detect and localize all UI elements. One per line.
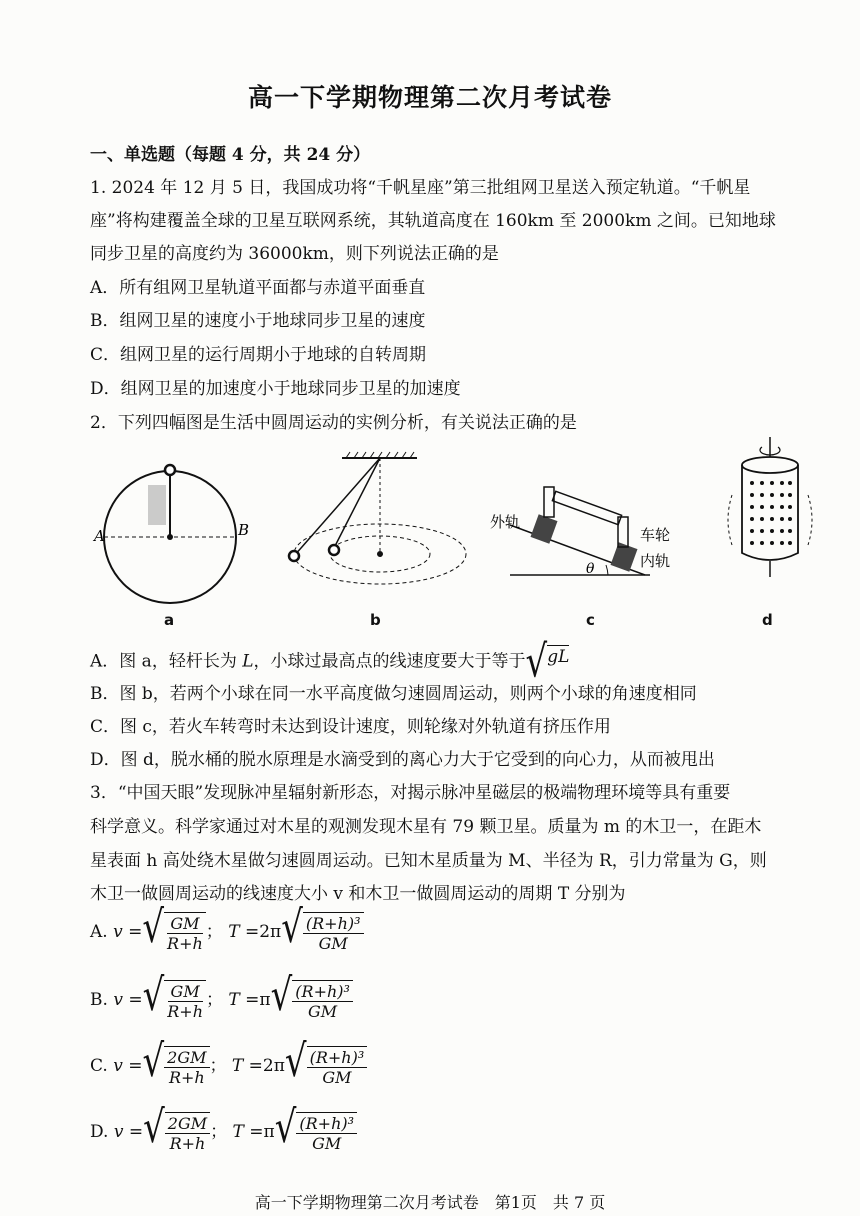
section-heading: 一、单选题（每题 4 分，共 24 分） — [90, 145, 371, 165]
q1-option-c: C．组网卫星的运行周期小于地球的自转周期 — [90, 345, 427, 365]
q1-line3: 同步卫星的高度约为 36000km，则下列说法正确的是 — [90, 244, 499, 264]
t-formula: √ $\frac{\text{(R+h)³}}{GM}$ — [271, 980, 353, 1021]
v-formula: √ $\frac{GM}{R+h}$ — [142, 912, 205, 953]
fig-label-d: d — [762, 611, 773, 629]
q1-line1: 1. 2024 年 12 月 5 日，我国成功将“千帆星座”第三批组网卫星送入预定轨道。“千帆星 — [90, 178, 751, 198]
q2-option-c: C．图 c，若火车转弯时未达到设计速度，则轮缘对外轨道有挤压作用 — [90, 717, 611, 737]
fig-c-wheel: 车轮 — [640, 526, 671, 544]
q2-option-b: B．图 b，若两个小球在同一水平高度做匀速圆周运动，则两个小球的角速度相同 — [90, 684, 697, 704]
q1-option-b: B．组网卫星的速度小于地球同步卫星的速度 — [90, 311, 426, 331]
q3-line1: 3．“中国天眼”发现脉冲星辐射新形态，对揭示脉冲星磁层的极端物理环境等具有重要 — [90, 783, 731, 803]
figure-b — [282, 450, 472, 600]
figure-d — [718, 435, 828, 585]
t-formula: √ $\frac{\text{(R+h)³}}{GM}$ — [285, 1046, 367, 1087]
fig-c-inner-rail: 内轨 — [640, 552, 671, 570]
q3-line3: 星表面 h 高处绕木星做匀速圆周运动。已知木星质量为 M、半径为 R，引力常量为 G，则 — [90, 851, 767, 871]
q2-option-d: D．图 d，脱水桶的脱水原理是水滴受到的离心力大于它受到的向心力，从而被甩出 — [90, 750, 715, 770]
q3-line4: 木卫一做圆周运动的线速度大小 v 和木卫一做圆周运动的周期 T 分别为 — [90, 884, 626, 904]
fig-a-label-B: B — [238, 521, 250, 539]
q3-option-b: B. v = √ $\frac{GM}{R+h}$ ； T =π √ $\frac{\text{(R+h)³}}{GM}$ — [90, 980, 353, 1021]
page-title: 高一下学期物理第二次月考试卷 — [247, 83, 612, 112]
q3-option-a: A. v = √ $\frac{GM}{R+h}$ ； T =2π √ $\frac{\text{(R+h)³}}{GM}$ — [90, 912, 364, 953]
q1-option-d: D．组网卫星的加速度小于地球同步卫星的加速度 — [90, 379, 461, 399]
page-footer: 高一下学期物理第二次月考试卷 第1页 共 7 页 — [254, 1193, 606, 1212]
q1-option-a: A．所有组网卫星轨道平面都与赤道平面垂直 — [90, 278, 426, 298]
t-formula: √ $\frac{\text{(R+h)³}}{GM}$ — [281, 912, 363, 953]
figure-c — [490, 465, 680, 590]
fig-label-b: b — [370, 611, 381, 629]
fig-label-c: c — [586, 611, 595, 629]
v-formula: √ $\frac{2GM}{R+h}$ — [143, 1112, 210, 1153]
fig-a-label-A: A — [94, 527, 105, 545]
v-formula: √ $\frac{GM}{R+h}$ — [143, 980, 206, 1021]
fig-c-outer-rail: 外轨 — [490, 513, 521, 531]
fig-c-theta: θ — [586, 561, 595, 577]
q1-line2: 座”将构建覆盖全球的卫星互联网系统，其轨道高度在 160km 至 2000km 之间。已知地球 — [90, 211, 776, 231]
q2-option-a: A．图 a，轻杆长为 L，小球过最高点的线速度要大于等于 √ gL — [90, 636, 570, 688]
figure-a — [90, 455, 260, 625]
fig-label-a: a — [164, 611, 175, 629]
q2-stem: 2．下列四幅图是生活中圆周运动的实例分析，有关说法正确的是 — [90, 413, 577, 433]
t-formula: √ $\frac{\text{(R+h)³}}{GM}$ — [275, 1112, 357, 1153]
q3-line2: 科学意义。科学家通过对木星的观测发现木星有 79 颗卫星。质量为 m 的木卫一，在距木 — [90, 817, 762, 837]
q3-option-d: D. v = √ $\frac{2GM}{R+h}$ ； T =π √ $\frac{\text{(R+h)³}}{GM}$ — [90, 1112, 357, 1153]
v-formula: √ $\frac{2GM}{R+h}$ — [142, 1046, 209, 1087]
q3-option-c: C. v = √ $\frac{2GM}{R+h}$ ； T =2π √ $\frac{\text{(R+h)³}}{GM}$ — [90, 1046, 367, 1087]
sqrt-gl: √ gL — [525, 636, 570, 688]
